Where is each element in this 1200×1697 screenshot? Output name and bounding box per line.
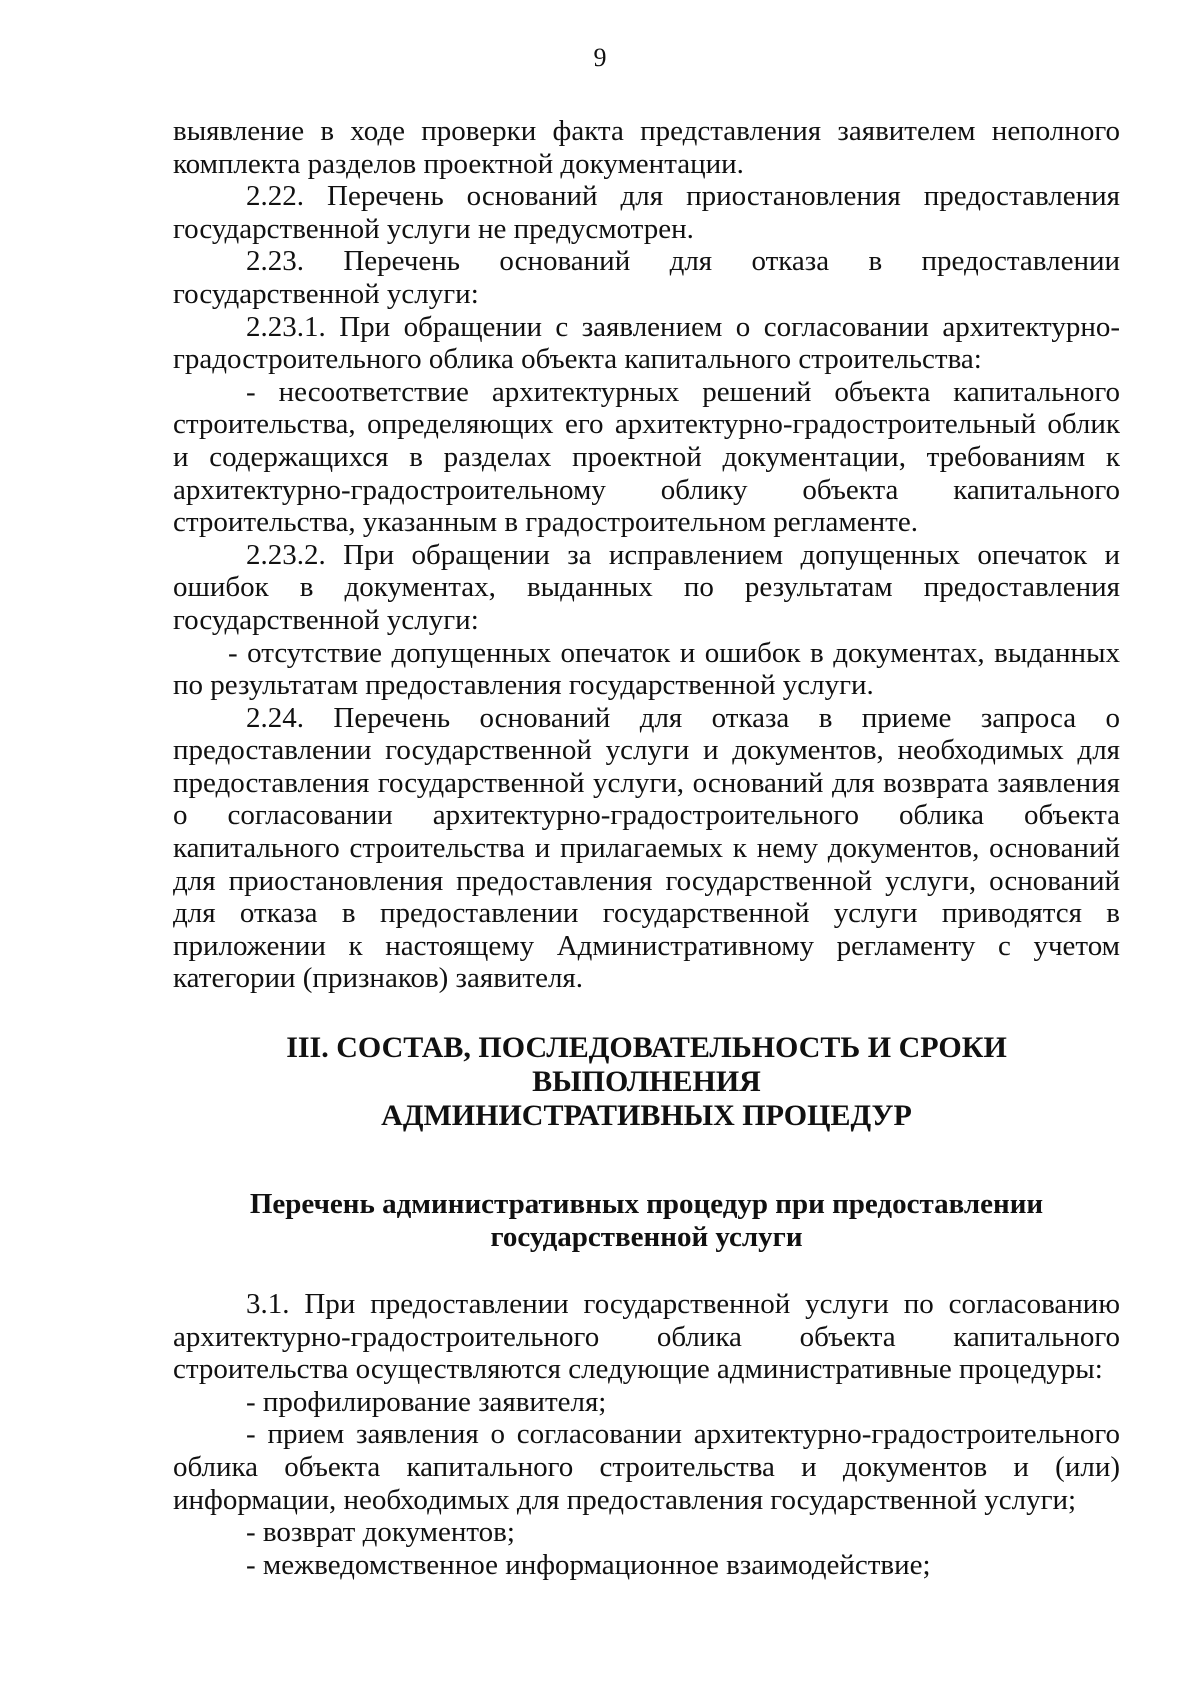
paragraph-2-23-2: 2.23.2. При обращении за исправлением допущенных опечаток и ошибок в документах, выданных по результатам предоставления государственной услуги: bbox=[173, 538, 1120, 636]
list-item-profiling: - профилирование заявителя; bbox=[246, 1385, 607, 1418]
list-item-absence-of-errors: - отсутствие допущенных опечаток и ошибок в документах, выданных по результатам предоставления государственной услуги. bbox=[173, 636, 1120, 702]
subsection-title-line-2: государственной услуги bbox=[490, 1221, 803, 1254]
subsection-title-line-1: Перечень административных процедур при предоставлении bbox=[249, 1188, 1044, 1221]
list-item-interagency-interaction: - межведомственное информационное взаимодействие; bbox=[246, 1548, 931, 1581]
document-body bbox=[173, 115, 1120, 1581]
list-item-nonconformity: - несоответствие архитектурных решений объекта капитального строительства, определяющих его архитектурно-градостроительный облик и содержащихся в разделах проектной документации, требованиям к архитектурно-градостроительному облику объекта капитального строительства, указанным в градостроительном регламенте. bbox=[173, 375, 1120, 539]
page-number: 9 bbox=[593, 43, 607, 72]
section-title bbox=[173, 1031, 1120, 1133]
list-item-document-return: - возврат документов; bbox=[246, 1516, 515, 1549]
paragraph-2-22: 2.22. Перечень оснований для приостановления предоставления государственной услуги не предусмотрен. bbox=[173, 180, 1120, 245]
list-item-application-intake: - прием заявления о согласовании архитектурно-градостроительного облика объекта капитального строительства и документов и (или) информации, необходимых для предоставления государственной услуги; bbox=[173, 1418, 1120, 1516]
paragraph-2-23: 2.23. Перечень оснований для отказа в предоставлении государственной услуги: bbox=[173, 245, 1120, 310]
paragraph-2-24: 2.24. Перечень оснований для отказа в приеме запроса о предоставлении государственной услуги и документов, необходимых для предоставления государственной услуги, оснований для возврата заявления о согласовании архитектурно-градостроительного облика объекта капитального строительства и прилагаемых к нему документов, оснований для приостановления предоставления государственной услуги, оснований для отказа в предоставлении государственной услуги приводятся в приложении к настоящему Административному регламенту с учетом категории (признаков) заявителя. bbox=[173, 701, 1120, 995]
subsection-title bbox=[173, 1188, 1120, 1254]
section-title-line-2: АДМИНИСТРАТИВНЫХ ПРОЦЕДУР bbox=[381, 1099, 912, 1133]
paragraph-2-23-1: 2.23.1. При обращении с заявлением о согласовании архитектурно-градостроительного облика объекта капитального строительства: bbox=[173, 310, 1120, 376]
section-title-line-1: III. СОСТАВ, ПОСЛЕДОВАТЕЛЬНОСТЬ И СРОКИ ВЫПОЛНЕНИЯ bbox=[286, 1031, 1007, 1099]
paragraph-continuation: выявление в ходе проверки факта представления заявителем неполного комплекта разделов проектной документации. bbox=[173, 115, 1120, 180]
paragraph-3-1: 3.1. При предоставлении государственной услуги по согласованию архитектурно-градостроительного облика объекта капитального строительства осуществляются следующие административные процедуры: bbox=[173, 1288, 1120, 1386]
